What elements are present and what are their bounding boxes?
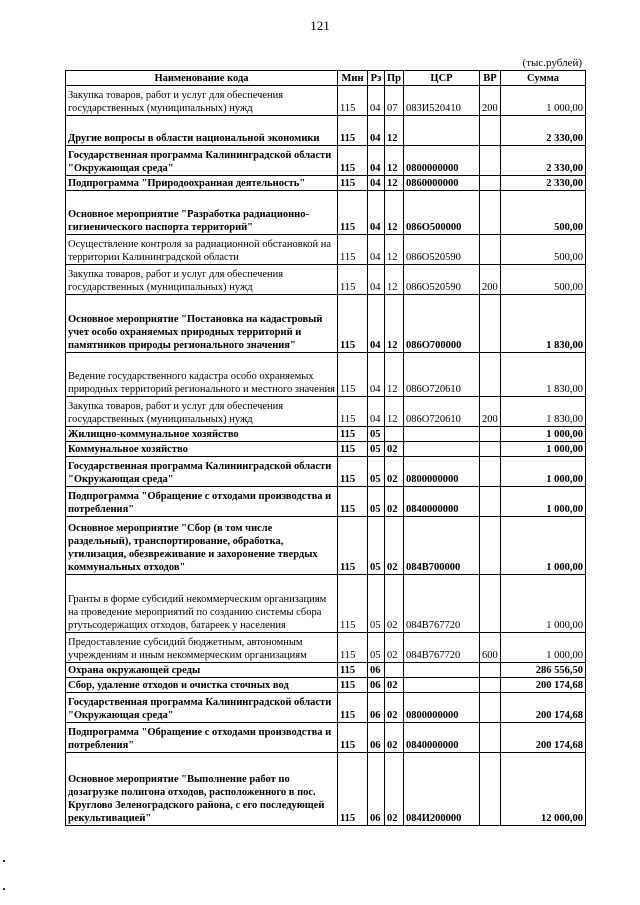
row-rz: 04 <box>368 86 385 116</box>
row-name: Осуществление контроля за радиационной обстановкой на территории Калининградской области <box>66 235 338 265</box>
row-min: 115 <box>338 678 368 693</box>
row-vr <box>480 353 501 397</box>
row-rz: 04 <box>368 176 385 191</box>
row-sum: 200 174,68 <box>501 693 586 723</box>
row-min: 115 <box>338 397 368 427</box>
row-min: 115 <box>338 146 368 176</box>
column-header-csr: ЦСР <box>404 71 480 86</box>
row-vr <box>480 517 501 575</box>
row-pr: 12 <box>385 235 404 265</box>
row-name: Государственная программа Калининградской области "Окружающая среда" <box>66 146 338 176</box>
row-pr: 02 <box>385 693 404 723</box>
row-vr <box>480 575 501 633</box>
row-name: Подпрограмма "Обращение с отходами производства и потребления" <box>66 723 338 753</box>
row-name: Сбор, удаление отходов и очистка сточных вод <box>66 678 338 693</box>
row-sum: 286 556,50 <box>501 663 586 678</box>
row-name: Гранты в форме субсидий некоммерческим организациям на проведение мероприятий по созданию системы сбора ртутьсодержащих отходов, батареек у населения <box>66 575 338 633</box>
row-vr: 200 <box>480 86 501 116</box>
row-pr: 02 <box>385 575 404 633</box>
row-sum: 200 174,68 <box>501 723 586 753</box>
table-row <box>66 575 586 633</box>
row-sum: 1 000,00 <box>501 427 586 442</box>
row-sum: 1 830,00 <box>501 397 586 427</box>
row-csr: 084В767720 <box>404 633 480 663</box>
row-name: Жилищно-коммунальное хозяйство <box>66 427 338 442</box>
row-min: 115 <box>338 353 368 397</box>
row-vr <box>480 442 501 457</box>
row-pr: 12 <box>385 176 404 191</box>
row-name: Охрана окружающей среды <box>66 663 338 678</box>
row-rz: 04 <box>368 116 385 146</box>
row-vr <box>480 191 501 235</box>
row-pr <box>385 427 404 442</box>
row-rz: 06 <box>368 753 385 826</box>
row-rz: 04 <box>368 295 385 353</box>
row-sum: 500,00 <box>501 191 586 235</box>
row-vr <box>480 235 501 265</box>
row-pr: 02 <box>385 457 404 487</box>
table-row <box>66 663 586 678</box>
table-row <box>66 723 586 753</box>
row-sum: 2 330,00 <box>501 116 586 146</box>
row-sum: 500,00 <box>501 235 586 265</box>
row-name: Государственная программа Калининградской области "Окружающая среда" <box>66 457 338 487</box>
row-vr <box>480 753 501 826</box>
row-vr: 200 <box>480 265 501 295</box>
row-csr: 0800000000 <box>404 457 480 487</box>
row-csr <box>404 663 480 678</box>
row-rz: 05 <box>368 487 385 517</box>
table-row <box>66 235 586 265</box>
row-name: Закупка товаров, работ и услуг для обеспечения государственных (муниципальных) нужд <box>66 397 338 427</box>
row-pr: 02 <box>385 442 404 457</box>
row-rz: 05 <box>368 633 385 663</box>
row-csr <box>404 116 480 146</box>
row-min: 115 <box>338 457 368 487</box>
table-row <box>66 693 586 723</box>
row-sum: 1 000,00 <box>501 575 586 633</box>
row-pr: 12 <box>385 265 404 295</box>
units-label: (тыс.рублей) <box>522 57 582 69</box>
row-min: 115 <box>338 663 368 678</box>
row-name: Закупка товаров, работ и услуг для обеспечения государственных (муниципальных) нужд <box>66 86 338 116</box>
row-name: Закупка товаров, работ и услуг для обеспечения государственных (муниципальных) нужд <box>66 265 338 295</box>
row-min: 115 <box>338 693 368 723</box>
row-vr <box>480 146 501 176</box>
row-csr: 084В700000 <box>404 517 480 575</box>
row-rz: 04 <box>368 397 385 427</box>
row-csr: 083И520410 <box>404 86 480 116</box>
row-sum: 1 000,00 <box>501 442 586 457</box>
table-row <box>66 295 586 353</box>
row-pr: 02 <box>385 678 404 693</box>
row-pr: 02 <box>385 633 404 663</box>
row-min: 115 <box>338 723 368 753</box>
table-row <box>66 457 586 487</box>
row-vr <box>480 487 501 517</box>
table-row <box>66 176 586 191</box>
row-rz: 05 <box>368 442 385 457</box>
row-min: 115 <box>338 517 368 575</box>
row-min: 115 <box>338 442 368 457</box>
row-min: 115 <box>338 265 368 295</box>
table-row <box>66 146 586 176</box>
table-row <box>66 86 586 116</box>
row-pr: 12 <box>385 397 404 427</box>
budget-table <box>65 70 586 826</box>
row-name: Другие вопросы в области национальной экономики <box>66 116 338 146</box>
row-name: Подпрограмма "Обращение с отходами производства и потребления" <box>66 487 338 517</box>
row-vr <box>480 678 501 693</box>
table-body <box>66 86 586 826</box>
row-sum: 1 000,00 <box>501 633 586 663</box>
row-vr: 200 <box>480 397 501 427</box>
row-csr: 086О520590 <box>404 265 480 295</box>
row-vr <box>480 457 501 487</box>
row-vr <box>480 116 501 146</box>
row-pr: 02 <box>385 517 404 575</box>
row-csr: 086О720610 <box>404 353 480 397</box>
row-vr <box>480 427 501 442</box>
row-sum: 1 000,00 <box>501 517 586 575</box>
row-csr <box>404 678 480 693</box>
table-row <box>66 753 586 826</box>
row-min: 115 <box>338 191 368 235</box>
table-row <box>66 265 586 295</box>
table-row <box>66 517 586 575</box>
row-vr <box>480 723 501 753</box>
row-rz: 04 <box>368 265 385 295</box>
row-csr: 084В767720 <box>404 575 480 633</box>
row-sum: 12 000,00 <box>501 753 586 826</box>
row-rz: 06 <box>368 678 385 693</box>
row-name: Предоставление субсидий бюджетным, автономным учреждениям и иным некоммерческим организациям <box>66 633 338 663</box>
table-row <box>66 442 586 457</box>
row-rz: 05 <box>368 457 385 487</box>
row-rz: 04 <box>368 146 385 176</box>
scan-speck <box>3 860 5 862</box>
row-rz: 05 <box>368 427 385 442</box>
row-min: 115 <box>338 86 368 116</box>
row-csr: 0840000000 <box>404 487 480 517</box>
row-name: Основное мероприятие "Сбор (в том числе раздельный), транспортирование, обработка, утилизация, обезвреживание и захоронение твердых коммунальных отходов" <box>66 517 338 575</box>
table-row <box>66 191 586 235</box>
row-csr <box>404 442 480 457</box>
column-header-name: Наименование кода <box>66 71 338 86</box>
row-pr: 12 <box>385 353 404 397</box>
row-name: Подпрограмма "Природоохранная деятельность" <box>66 176 338 191</box>
row-pr: 12 <box>385 116 404 146</box>
row-sum: 1 000,00 <box>501 457 586 487</box>
column-header-sum: Сумма <box>501 71 586 86</box>
scan-speck <box>3 888 5 890</box>
row-min: 115 <box>338 487 368 517</box>
row-min: 115 <box>338 176 368 191</box>
row-pr: 07 <box>385 86 404 116</box>
row-pr: 02 <box>385 723 404 753</box>
row-min: 115 <box>338 295 368 353</box>
row-name: Основное мероприятие "Постановка на кадастровый учет особо охраняемых природных территорий и памятников природы регионального значения" <box>66 295 338 353</box>
row-name: Ведение государственного кадастра особо охраняемых природных территорий регионального и местного значения <box>66 353 338 397</box>
row-min: 115 <box>338 116 368 146</box>
row-csr: 0800000000 <box>404 693 480 723</box>
column-header-pr: Пр <box>385 71 404 86</box>
row-vr <box>480 663 501 678</box>
table-row <box>66 633 586 663</box>
row-rz: 06 <box>368 693 385 723</box>
row-min: 115 <box>338 753 368 826</box>
row-csr: 086О520590 <box>404 235 480 265</box>
column-header-min: Мин <box>338 71 368 86</box>
row-vr <box>480 176 501 191</box>
row-csr <box>404 427 480 442</box>
row-sum: 1 830,00 <box>501 353 586 397</box>
row-rz: 05 <box>368 575 385 633</box>
table-row <box>66 487 586 517</box>
row-rz: 04 <box>368 353 385 397</box>
table-row <box>66 397 586 427</box>
row-csr: 0800000000 <box>404 146 480 176</box>
row-rz: 05 <box>368 517 385 575</box>
row-vr: 600 <box>480 633 501 663</box>
row-csr: 084И200000 <box>404 753 480 826</box>
row-rz: 04 <box>368 235 385 265</box>
row-pr: 02 <box>385 753 404 826</box>
row-vr <box>480 295 501 353</box>
row-rz: 06 <box>368 723 385 753</box>
row-min: 115 <box>338 633 368 663</box>
row-name: Государственная программа Калининградской области "Окружающая среда" <box>66 693 338 723</box>
row-csr: 086О720610 <box>404 397 480 427</box>
table-row <box>66 353 586 397</box>
row-name: Основное мероприятие "Разработка радиационно-гигиенического паспорта территорий" <box>66 191 338 235</box>
column-header-vr: ВР <box>480 71 501 86</box>
row-pr: 12 <box>385 146 404 176</box>
row-pr: 12 <box>385 191 404 235</box>
column-header-rz: Рз <box>368 71 385 86</box>
row-rz: 04 <box>368 191 385 235</box>
row-sum: 1 000,00 <box>501 86 586 116</box>
row-sum: 500,00 <box>501 265 586 295</box>
row-pr: 02 <box>385 487 404 517</box>
table-row <box>66 116 586 146</box>
row-csr: 0860000000 <box>404 176 480 191</box>
table-header-row <box>66 71 586 86</box>
row-min: 115 <box>338 235 368 265</box>
row-sum: 2 330,00 <box>501 176 586 191</box>
row-sum: 2 330,00 <box>501 146 586 176</box>
row-csr: 0840000000 <box>404 723 480 753</box>
row-name: Коммунальное хозяйство <box>66 442 338 457</box>
row-rz: 06 <box>368 663 385 678</box>
row-name: Основное мероприятие "Выполнение работ по дозагрузке полигона отходов, расположенного в пос. Круглово Зеленоградского района, с его последующей рекультивацией" <box>66 753 338 826</box>
row-sum: 1 000,00 <box>501 487 586 517</box>
row-pr <box>385 663 404 678</box>
row-min: 115 <box>338 575 368 633</box>
row-csr: 086О700000 <box>404 295 480 353</box>
row-sum: 200 174,68 <box>501 678 586 693</box>
row-csr: 086О500000 <box>404 191 480 235</box>
row-pr: 12 <box>385 295 404 353</box>
table-row <box>66 427 586 442</box>
row-vr <box>480 693 501 723</box>
table-row <box>66 678 586 693</box>
row-sum: 1 830,00 <box>501 295 586 353</box>
page-number: 121 <box>310 18 330 33</box>
row-min: 115 <box>338 427 368 442</box>
